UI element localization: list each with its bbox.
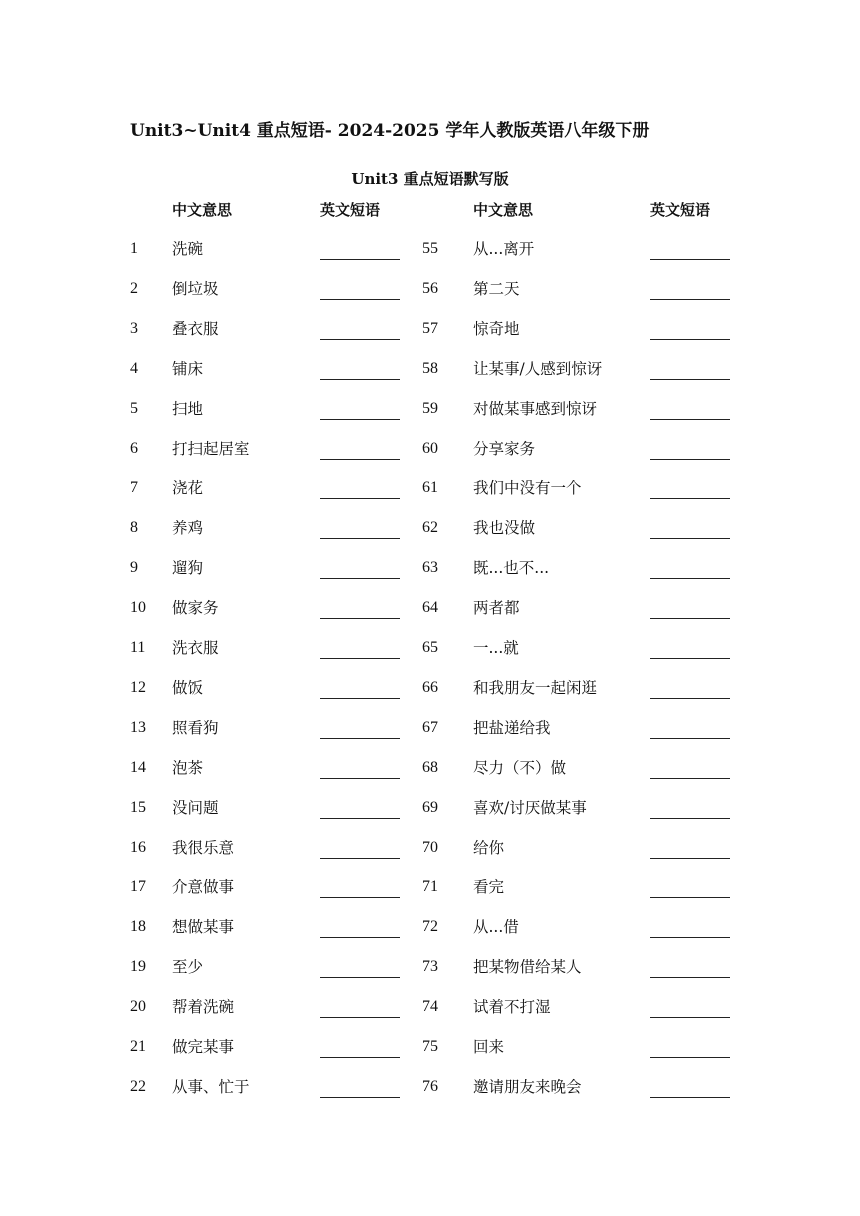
chinese-meaning: 叠衣服 (172, 319, 219, 338)
chinese-meaning: 打扫起居室 (172, 439, 250, 458)
item-number: 20 (130, 998, 146, 1016)
chinese-meaning: 做家务 (172, 599, 219, 618)
table-row (0, 319, 860, 359)
chinese-meaning: 我们中没有一个 (473, 479, 582, 498)
item-number: 66 (422, 678, 438, 696)
table-row (0, 638, 860, 678)
item-number: 72 (422, 918, 438, 936)
answer-blank[interactable] (650, 558, 730, 579)
chinese-meaning: 倒垃圾 (172, 279, 219, 298)
table-row (0, 399, 860, 439)
answer-blank[interactable] (650, 917, 730, 938)
table-row (0, 598, 860, 638)
chinese-meaning: 从...借 (473, 918, 519, 937)
answer-blank[interactable] (320, 598, 400, 619)
answer-blank[interactable] (320, 239, 400, 260)
answer-blank[interactable] (320, 718, 400, 739)
chinese-meaning: 一...就 (473, 639, 519, 657)
item-number: 10 (130, 599, 146, 617)
item-number: 57 (422, 319, 438, 337)
chinese-meaning: 喜欢/讨厌做某事 (473, 798, 587, 817)
section-title: Unit3 重点短语默写版 (351, 170, 509, 188)
chinese-meaning: 从...离开 (473, 240, 535, 258)
answer-blank[interactable] (320, 439, 400, 460)
chinese-meaning: 给你 (473, 838, 505, 857)
item-number: 65 (422, 639, 438, 656)
table-row (0, 1037, 860, 1077)
answer-blank[interactable] (650, 319, 730, 340)
answer-blank[interactable] (650, 838, 730, 859)
item-number: 4 (130, 359, 138, 377)
item-number: 15 (130, 798, 146, 816)
answer-blank[interactable] (650, 638, 730, 659)
answer-blank[interactable] (650, 239, 730, 260)
item-number: 74 (422, 998, 438, 1016)
answer-blank[interactable] (320, 678, 400, 699)
chinese-meaning: 对做某事感到惊讶 (473, 399, 598, 418)
chinese-meaning: 做饭 (172, 678, 204, 697)
item-number: 6 (130, 439, 138, 457)
chinese-meaning: 惊奇地 (473, 319, 520, 338)
chinese-meaning: 洗衣服 (172, 639, 219, 657)
answer-blank[interactable] (320, 518, 400, 539)
answer-blank[interactable] (320, 957, 400, 978)
answer-blank[interactable] (650, 997, 730, 1018)
chinese-meaning: 回来 (473, 1038, 505, 1056)
chinese-meaning: 没问题 (172, 798, 219, 817)
table-row (0, 239, 860, 279)
chinese-meaning: 泡茶 (172, 758, 204, 777)
answer-blank[interactable] (650, 957, 730, 978)
answer-blank[interactable] (650, 877, 730, 898)
header-right-english: 英文短语 (650, 201, 711, 219)
answer-blank[interactable] (650, 1077, 730, 1098)
chinese-meaning: 第二天 (473, 279, 520, 298)
answer-blank[interactable] (320, 838, 400, 859)
answer-blank[interactable] (320, 478, 400, 499)
answer-blank[interactable] (650, 478, 730, 499)
table-row (0, 558, 860, 598)
table-row (0, 279, 860, 319)
answer-blank[interactable] (650, 518, 730, 539)
item-number: 1 (130, 240, 138, 257)
chinese-meaning: 让某事/人感到惊讶 (473, 359, 603, 378)
answer-blank[interactable] (320, 1037, 400, 1058)
item-number: 61 (422, 479, 438, 497)
chinese-meaning: 照看狗 (172, 718, 219, 737)
item-number: 3 (130, 319, 138, 337)
chinese-meaning: 从事、忙于 (172, 1077, 250, 1096)
answer-blank[interactable] (650, 439, 730, 460)
item-number: 60 (422, 439, 438, 457)
item-number: 68 (422, 758, 438, 776)
header-left-english: 英文短语 (320, 201, 381, 219)
chinese-meaning: 邀请朋友来晚会 (473, 1077, 582, 1096)
chinese-meaning: 遛狗 (172, 559, 204, 578)
item-number: 21 (130, 1038, 146, 1055)
document-title: Unit3~Unit4 重点短语- 2024-2025 学年人教版英语八年级下册 (130, 121, 650, 141)
item-number: 16 (130, 838, 146, 856)
item-number: 55 (422, 240, 438, 257)
chinese-meaning: 既...也不... (473, 559, 550, 578)
chinese-meaning: 把某物借给某人 (473, 958, 582, 977)
chinese-meaning: 和我朋友一起闲逛 (473, 678, 598, 697)
item-number: 19 (130, 958, 146, 976)
answer-blank[interactable] (650, 758, 730, 779)
answer-blank[interactable] (320, 319, 400, 340)
table-row (0, 1077, 860, 1117)
table-row (0, 478, 860, 518)
chinese-meaning: 养鸡 (172, 519, 204, 538)
answer-blank[interactable] (320, 877, 400, 898)
item-number: 67 (422, 718, 438, 736)
item-number: 5 (130, 399, 138, 417)
chinese-meaning: 做完某事 (172, 1038, 235, 1056)
chinese-meaning: 想做某事 (172, 918, 235, 937)
item-number: 14 (130, 758, 146, 776)
item-number: 73 (422, 958, 438, 976)
item-number: 17 (130, 878, 146, 896)
item-number: 12 (130, 678, 146, 696)
item-number: 9 (130, 559, 138, 577)
item-number: 63 (422, 559, 438, 577)
answer-blank[interactable] (320, 399, 400, 420)
item-number: 13 (130, 718, 146, 736)
chinese-meaning: 两者都 (473, 599, 520, 618)
answer-blank[interactable] (320, 758, 400, 779)
item-number: 2 (130, 279, 138, 297)
chinese-meaning: 帮着洗碗 (172, 998, 235, 1017)
table-row (0, 798, 860, 838)
chinese-meaning: 介意做事 (172, 878, 235, 897)
chinese-meaning: 洗碗 (172, 240, 204, 258)
chinese-meaning: 分享家务 (473, 439, 536, 458)
item-number: 11 (130, 639, 146, 656)
table-row (0, 678, 860, 718)
table-row (0, 997, 860, 1037)
table-row (0, 957, 860, 997)
item-number: 64 (422, 599, 438, 617)
chinese-meaning: 试着不打湿 (473, 998, 551, 1017)
answer-blank[interactable] (650, 798, 730, 819)
table-row (0, 518, 860, 558)
answer-blank[interactable] (650, 399, 730, 420)
answer-blank[interactable] (650, 598, 730, 619)
answer-blank[interactable] (320, 1077, 400, 1098)
table-row (0, 718, 860, 758)
answer-blank[interactable] (650, 678, 730, 699)
chinese-meaning: 至少 (172, 958, 204, 977)
table-row (0, 838, 860, 878)
item-number: 7 (130, 479, 138, 497)
chinese-meaning: 我很乐意 (172, 838, 235, 857)
chinese-meaning: 尽力（不）做 (473, 758, 567, 777)
answer-blank[interactable] (320, 558, 400, 579)
item-number: 62 (422, 519, 438, 537)
answer-blank[interactable] (320, 359, 400, 380)
table-row (0, 877, 860, 917)
item-number: 8 (130, 519, 138, 537)
item-number: 56 (422, 279, 438, 297)
answer-blank[interactable] (320, 798, 400, 819)
item-number: 58 (422, 359, 438, 377)
table-row (0, 758, 860, 798)
answer-blank[interactable] (650, 718, 730, 739)
answer-blank[interactable] (320, 917, 400, 938)
answer-blank[interactable] (650, 359, 730, 380)
table-row (0, 359, 860, 399)
header-right-chinese: 中文意思 (473, 201, 534, 219)
item-number: 18 (130, 918, 146, 936)
chinese-meaning: 铺床 (172, 359, 204, 378)
answer-blank[interactable] (650, 1037, 730, 1058)
chinese-meaning: 我也没做 (473, 519, 536, 538)
answer-blank[interactable] (320, 638, 400, 659)
item-number: 22 (130, 1077, 146, 1095)
header-left-chinese: 中文意思 (172, 201, 233, 219)
table-row (0, 439, 860, 479)
item-number: 76 (422, 1077, 438, 1095)
item-number: 59 (422, 399, 438, 417)
answer-blank[interactable] (650, 279, 730, 300)
item-number: 75 (422, 1038, 438, 1055)
answer-blank[interactable] (320, 997, 400, 1018)
chinese-meaning: 浇花 (172, 479, 204, 498)
chinese-meaning: 扫地 (172, 399, 204, 418)
chinese-meaning: 把盐递给我 (473, 718, 551, 737)
item-number: 70 (422, 838, 438, 856)
table-row (0, 917, 860, 957)
chinese-meaning: 看完 (473, 878, 505, 897)
item-number: 69 (422, 798, 438, 816)
answer-blank[interactable] (320, 279, 400, 300)
item-number: 71 (422, 878, 438, 896)
